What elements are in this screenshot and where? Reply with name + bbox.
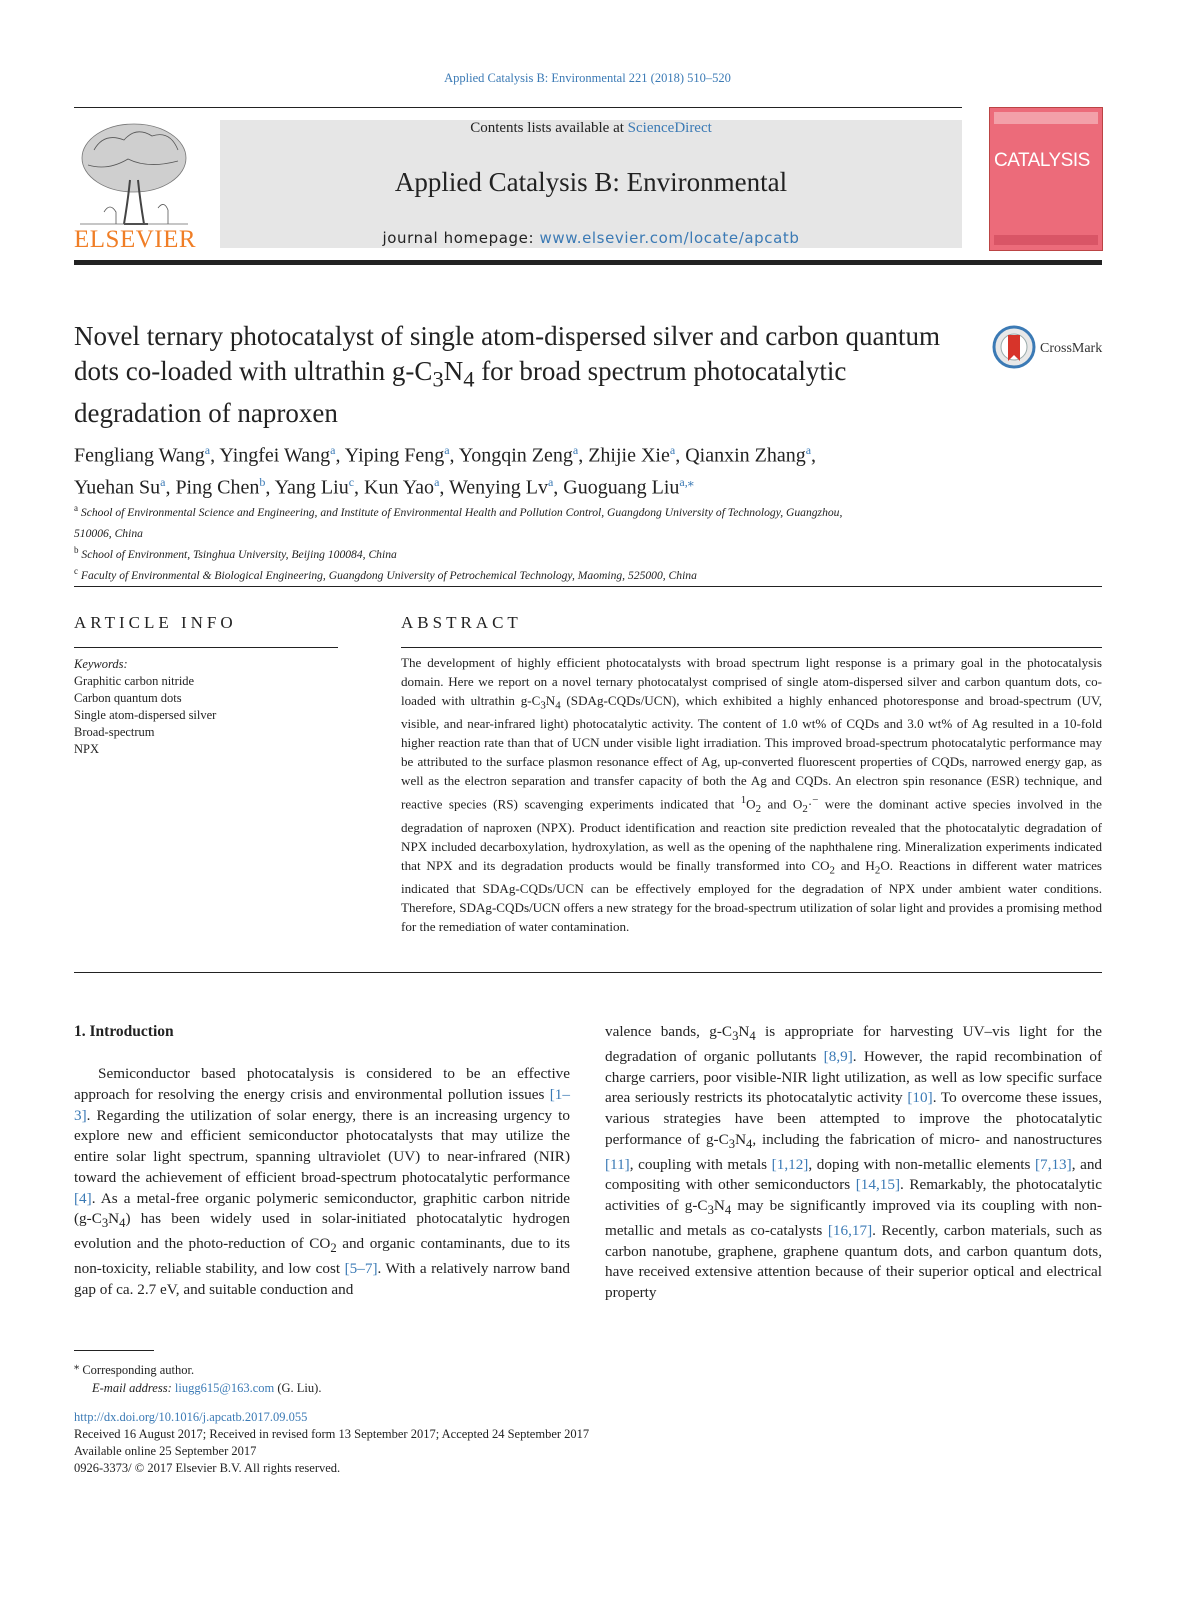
elsevier-wordmark: ELSEVIER: [74, 226, 197, 253]
affiliation-rule: [74, 586, 1102, 587]
author-name[interactable]: Zhijie Xie: [588, 444, 670, 467]
author-name[interactable]: Yang Liu: [274, 476, 349, 499]
affiliation-marker[interactable]: a: [805, 443, 812, 457]
citation-link[interactable]: [8,9]: [823, 1047, 853, 1065]
author-list: Fengliang Wang$^a$, Yingfei Wang$^a$, Yiping Feng$^a$, Yongqin Zeng$^a$, Zhijie Xie$^a$, Qianxin Zhang$^a$, Yuehan Su$^a$, Ping Chen$^b$, Yang Liu$^c$, Kun Yao$^a$, Wenying Lv$^a$, Guoguang Liu$^{a,⁎}$: [74, 443, 817, 499]
running-head[interactable]: Applied Catalysis B: Environmental 221 (2018) 510–520: [444, 71, 731, 85]
citation-link[interactable]: [7,13]: [1035, 1155, 1072, 1173]
affiliation-row: $^a$ School of Environmental Science and Engineering, and Institute of Environmental Health and Pollution Control, Guangdong University of Technology, Guangzhou,: [74, 503, 843, 519]
journal-cover-thumbnail[interactable]: [989, 107, 1103, 251]
crossmark-label: CrossMark: [1040, 341, 1103, 356]
author-name[interactable]: Yiping Feng: [344, 444, 445, 467]
introduction-left-column: Semiconductor based photocatalysis is considered to be an effective approach for resolving the energy crisis and environmental pollution issues [1–3]. Regarding the utilization of solar energy, there is an increasing urgency to explore new and efficient semiconductor photocatalysts that may utilize the entire solar light spectrum, spanning ultraviolet (UV) to near-infrared (NIR) toward the achievement of efficient broad-spectrum photocatalytic performance [4]. As a metal-free organic polymeric semiconductor, graphitic carbon nitride $(g-C_3N_4)$ has been widely used in solar-initiated photocatalytic hydrogen evolution and the photo-reduction of $CO_2$ and organic contaminants, due to its non-toxicity, reliable stability, and low cost [5–7]. With a relatively narrow band gap of ca. 2.7 eV, and suitable conduction and: [74, 1065, 571, 1298]
corresponding-author-footnote: ⁎ Corresponding author. E-mail address: liugg615@163.com (G. Liu).: [74, 1361, 322, 1395]
keyword-item: Single atom-dispersed silver: [74, 708, 217, 722]
abstract-bottom-rule: [74, 972, 1102, 973]
author-name[interactable]: Wenying Lv: [449, 476, 548, 499]
doi-link[interactable]: http://dx.doi.org/10.1016/j.apcatb.2017.09.055: [74, 1410, 308, 1424]
keywords-block: [74, 656, 216, 758]
header-rule: [74, 107, 962, 108]
journal-name: Applied Catalysis B: Environmental: [394, 167, 788, 197]
citation-link[interactable]: [1,12]: [771, 1155, 809, 1173]
affiliation-marker[interactable]: a: [572, 443, 579, 457]
affiliation-marker[interactable]: c: [348, 474, 355, 489]
affiliation-row: $^b$ School of Environment, Tsinghua University, Beijing 100084, China: [74, 544, 397, 561]
received-dates: Received 16 August 2017; Received in revised form 13 September 2017; Accepted 24 September 2017: [74, 1427, 590, 1441]
article-title: Novel ternary photocatalyst of single atom-dispersed silver and carbon quantum dots co-loaded with ultrathin $g-C_3N_4$ for broad spectrum photocatalytic degradation of naproxen: [74, 321, 941, 429]
affiliation-marker[interactable]: a: [444, 443, 450, 457]
keyword-item: Graphitic carbon nitride: [74, 674, 195, 688]
author-name[interactable]: Guoguang Liu: [563, 476, 680, 499]
affiliation-marker[interactable]: a: [204, 443, 211, 457]
citation-link[interactable]: [10]: [907, 1089, 933, 1107]
keyword-item: Carbon quantum dots: [74, 691, 182, 705]
introduction-heading: 1. Introduction: [74, 1023, 174, 1040]
cover-band-top: [994, 112, 1098, 124]
abstract-heading: ABSTRACT: [401, 613, 522, 632]
masthead-rule-thick: [74, 260, 1102, 265]
crossmark-icon: [992, 325, 1036, 369]
citation-link[interactable]: [14,15]: [855, 1176, 901, 1194]
article-info-rule: [74, 647, 338, 648]
introduction-right-column: valence bands, $g-C_3N_4$ is appropriate for harvesting UV–vis light for the degradation of organic pollutants [8,9]. However, the rapid recombination of charge carriers, poor visible-NIR light utilization, as well as low specific surface area seriously restricts its photocatalytic activity [10]. To overcome these issues, various strategies have been attempted to improve the photocatalytic performance of $g-C_3N_4$, including the fabrication of micro- and nanostructures [11], coupling with metals [1,12], doping with non-metallic elements [7,13], and compositing with other semiconductors [14,15]. Remarkably, the photocatalytic activities of $g-C_3N_4$ may be significantly improved via its coupling with non-metallic and metals as co-catalysts [16,17]. Recently, carbon materials, such as carbon nanotube, graphene, graphene quantum dots, and carbon quantum dots, have received extensive attention because of their superior optical and electrical property: [605, 1023, 1103, 1302]
affiliation-marker[interactable]: a: [330, 443, 336, 457]
affiliation-marker[interactable]: a: [160, 474, 166, 489]
author-name[interactable]: Fengliang Wang: [74, 444, 205, 467]
sciencedirect-link[interactable]: ScienceDirect: [627, 120, 712, 136]
citation-link[interactable]: [4]: [74, 1189, 92, 1207]
citation-link[interactable]: [1–3]: [74, 1085, 570, 1124]
keyword-item: Broad-spectrum: [74, 725, 155, 739]
journal-masthead: [220, 120, 962, 248]
keywords-label: Keywords:: [74, 657, 128, 671]
citation-link[interactable]: [16,17]: [827, 1221, 873, 1239]
contents-line: [220, 120, 962, 137]
online-date: Available online 25 September 2017: [74, 1444, 257, 1458]
keywords-list: [74, 673, 216, 758]
homepage-prefix: journal homepage:: [382, 229, 540, 247]
homepage-link[interactable]: www.elsevier.com/locate/apcatb: [539, 229, 800, 247]
article-metadata: [74, 1409, 589, 1477]
affiliation-marker[interactable]: a: [547, 474, 554, 489]
citation-link[interactable]: [11]: [605, 1155, 630, 1173]
cover-band-bottom: [994, 235, 1098, 245]
keyword-item: NPX: [74, 742, 100, 756]
affiliation-marker[interactable]: a: [669, 443, 676, 457]
citation-link[interactable]: [5–7]: [344, 1259, 378, 1277]
author-name[interactable]: Ping Chen: [175, 476, 260, 499]
affiliation-marker[interactable]: a: [434, 474, 440, 489]
author-name[interactable]: Kun Yao: [364, 476, 435, 499]
contents-prefix: Contents lists available at: [470, 120, 628, 136]
author-name[interactable]: Yongqin Zeng: [458, 444, 573, 467]
cover-title-word: CATALYSIS: [994, 150, 1090, 171]
abstract-text: The development of highly efficient photocatalysts with broad spectrum light response is a primary goal in the photocatalysis domain. Here we report on a novel ternary photocatalyst comprised of single atom-dispersed silver and carbon quantum dots, co-loaded with ultrathin $g-C_3N_4$ (SDAg-CQDs/UCN), which exhibited a highly enhanced photoresponse and broad-spectrum (UV, visible, and near-infrared light) photocatalytic activity. The content of 1.0 wt% of CQDs and 3.0 wt% of Ag resulted in a 10-fold higher reaction rate than that of UCN under visible light irradiation. This improved broad-spectrum photocatalytic performance may be attributed to the surface plasmon resonance effect of Ag, up-converted fluorescent properties of CQDs, narrowed energy gap, as well as the electron separation and transfer capacity of both the Ag and CQDs. An electron spin resonance (ESR) technique, and reactive species (RS) scavenging experiments indicated that $^1O_2$ and $O_2\cdot^-$ were the dominant active species involved in the degradation of naproxen (NPX). Product identification and reaction site prediction revealed that the photocatalytic degradation of NPX included decarboxylation, hydroxylation, as well as the opening of the naphthalene ring. Mineralization experiments indicated that NPX and its degradation products would be finally transformed into $CO_2$ and $H_2O$. Reactions in different water matrices indicated that SDAg-CQDs/UCN can be effectively employed for the degradation of NPX under ambient water conditions. Therefore, SDAg-CQDs/UCN offers a new strategy for the broad-spectrum utilization of solar light and provides a promising method for the remediation of water contamination.: [401, 655, 1102, 934]
author-name[interactable]: Qianxin Zhang: [685, 444, 806, 467]
copyright-line: 0926-3373/ © 2017 Elsevier B.V. All rights reserved.: [74, 1461, 341, 1475]
email-link[interactable]: liugg615@163.com: [174, 1380, 275, 1395]
footnote-rule: [74, 1350, 154, 1351]
affiliation-row: 510006, China: [74, 526, 143, 540]
affiliation-marker[interactable]: b: [259, 474, 266, 489]
author-name[interactable]: Yingfei Wang: [219, 444, 331, 467]
affiliations: [74, 500, 974, 583]
homepage-line: [220, 229, 962, 247]
article-info-heading: ARTICLE INFO: [74, 613, 237, 632]
affiliation-row: $^c$ Faculty of Environmental & Biological Engineering, Guangdong University of Petrochemical Technology, Maoming, 525000, China: [74, 565, 697, 582]
crossmark-badge[interactable]: [992, 325, 1112, 371]
affiliation-marker[interactable]: a,⁎: [679, 474, 694, 489]
author-name[interactable]: Yuehan Su: [74, 476, 161, 499]
abstract-rule: [401, 647, 1102, 648]
